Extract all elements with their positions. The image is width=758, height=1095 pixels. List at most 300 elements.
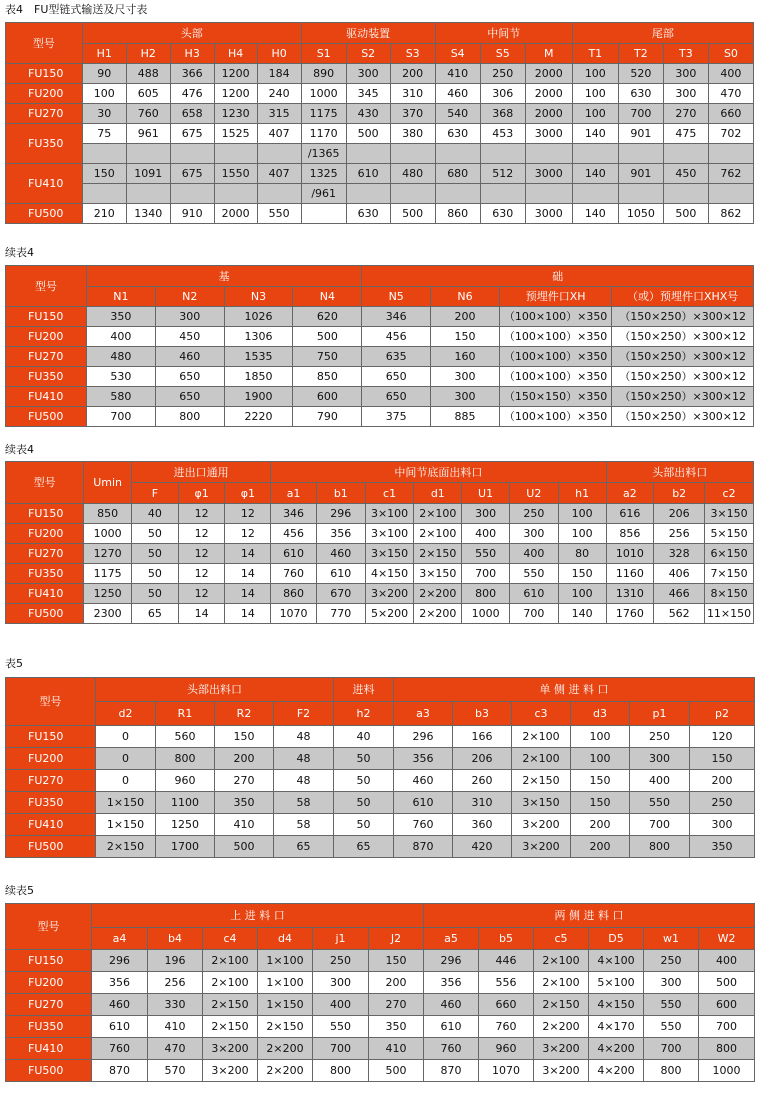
table-row [6, 524, 754, 544]
data-cell: 3×200 [534, 1060, 589, 1082]
data-cell: 4×200 [589, 1038, 644, 1060]
data-cell: （100×100）×350 [499, 347, 611, 367]
data-cell: 1525 [214, 124, 257, 144]
data-cell: 480 [86, 347, 155, 367]
data-cell: 50 [131, 584, 178, 604]
data-cell: 400 [708, 64, 753, 84]
data-cell: （150×250）×300×12 [612, 407, 754, 427]
data-cell: 1700 [156, 836, 215, 858]
model-header: 型号 [6, 23, 83, 64]
data-cell: 800 [313, 1060, 369, 1082]
data-cell: 3×200 [365, 584, 414, 604]
table-row [6, 124, 754, 144]
data-cell: 12 [225, 504, 271, 524]
model-cell: FU200 [6, 84, 83, 104]
data-cell: 407 [257, 124, 301, 144]
data-cell: 14 [225, 544, 271, 564]
data-cell: 635 [362, 347, 431, 367]
data-cell: 12 [178, 524, 225, 544]
data-cell: 11×150 [705, 604, 754, 624]
column-header: N5 [362, 287, 431, 307]
data-cell: 150 [82, 164, 126, 184]
data-cell: 1000 [301, 84, 346, 104]
data-cell: 100 [572, 104, 618, 124]
column-header: T1 [572, 44, 618, 64]
data-cell [170, 144, 214, 164]
data-cell: 14 [225, 564, 271, 584]
table-row [6, 64, 754, 84]
data-cell: 700 [509, 604, 558, 624]
data-cell: 120 [690, 726, 755, 748]
data-cell: 550 [630, 792, 690, 814]
data-cell: 140 [558, 604, 606, 624]
column-header: b2 [654, 483, 705, 504]
data-cell: 12 [178, 564, 225, 584]
data-cell: 2000 [214, 204, 257, 224]
data-cell: 610 [271, 544, 317, 564]
data-cell: 100 [572, 84, 618, 104]
column-header: S3 [390, 44, 435, 64]
data-cell: 3000 [525, 124, 572, 144]
data-cell [618, 184, 663, 204]
data-cell: 800 [644, 1060, 699, 1082]
data-cell: 1340 [126, 204, 170, 224]
group-header: 础 [362, 266, 754, 287]
data-cell: 650 [362, 387, 431, 407]
data-cell: 0 [96, 770, 156, 792]
column-header: b4 [148, 928, 203, 950]
data-cell: 50 [131, 564, 178, 584]
column-header: N1 [86, 287, 155, 307]
data-cell: 2000 [525, 84, 572, 104]
table-row [6, 367, 754, 387]
table-row [6, 792, 755, 814]
data-cell: 700 [630, 814, 690, 836]
data-cell: 310 [453, 792, 512, 814]
data-cell: 1200 [214, 84, 257, 104]
data-cell: 610 [346, 164, 390, 184]
data-cell: 3×200 [512, 836, 571, 858]
data-cell: 100 [82, 84, 126, 104]
data-cell: 300 [462, 504, 510, 524]
data-cell: 2×200 [258, 1038, 313, 1060]
data-cell: 1175 [84, 564, 132, 584]
data-cell: 300 [431, 387, 500, 407]
data-cell: 200 [431, 307, 500, 327]
data-cell: 346 [362, 307, 431, 327]
data-cell: （150×250）×300×12 [612, 307, 754, 327]
data-cell: 30 [82, 104, 126, 124]
data-cell: 460 [92, 994, 148, 1016]
data-cell: 476 [170, 84, 214, 104]
table-5 [5, 903, 755, 1082]
data-cell: 4×170 [589, 1016, 644, 1038]
data-cell: 40 [131, 504, 178, 524]
data-cell: 50 [131, 544, 178, 564]
data-cell: 2×150 [96, 836, 156, 858]
data-cell: 1550 [214, 164, 257, 184]
data-cell: 420 [453, 836, 512, 858]
model-cell: FU500 [6, 1060, 92, 1082]
column-header: 预埋件口XH [499, 287, 611, 307]
data-cell [572, 144, 618, 164]
data-cell: 250 [480, 64, 525, 84]
data-cell: （150×250）×300×12 [612, 367, 754, 387]
data-cell: 3×150 [512, 792, 571, 814]
data-cell: 206 [654, 504, 705, 524]
data-cell: 540 [435, 104, 480, 124]
table-row [6, 504, 754, 524]
data-cell: 1050 [618, 204, 663, 224]
column-header: N4 [293, 287, 362, 307]
data-cell: 960 [479, 1038, 534, 1060]
data-cell: （150×150）×350 [499, 387, 611, 407]
model-cell: FU500 [6, 604, 84, 624]
column-header: b5 [479, 928, 534, 950]
data-cell: 610 [424, 1016, 479, 1038]
column-header: c4 [203, 928, 258, 950]
data-cell: 550 [644, 1016, 699, 1038]
data-cell: 1850 [224, 367, 293, 387]
data-cell: 550 [462, 544, 510, 564]
data-cell: 150 [571, 770, 630, 792]
data-cell: 300 [630, 748, 690, 770]
group-header: 单 侧 进 料 口 [394, 678, 755, 702]
data-cell: 760 [394, 814, 453, 836]
column-header: U2 [509, 483, 558, 504]
column-header: d3 [571, 702, 630, 726]
data-cell: 58 [274, 814, 334, 836]
data-cell: 1000 [462, 604, 510, 624]
data-cell: 460 [155, 347, 224, 367]
table-row [6, 1060, 755, 1082]
table-row [6, 104, 754, 124]
data-cell [708, 144, 753, 164]
data-cell [435, 144, 480, 164]
data-cell: 3×150 [705, 504, 754, 524]
group-header: 中间节 [435, 23, 572, 44]
data-cell: 630 [618, 84, 663, 104]
data-cell: 2×150 [203, 1016, 258, 1038]
data-cell: 460 [424, 994, 479, 1016]
data-cell: 760 [92, 1038, 148, 1060]
data-cell: 770 [316, 604, 365, 624]
data-cell [346, 144, 390, 164]
column-header: D5 [589, 928, 644, 950]
data-cell: 300 [509, 524, 558, 544]
data-cell: 5×150 [705, 524, 754, 544]
data-cell: 184 [257, 64, 301, 84]
data-cell: 40 [334, 726, 394, 748]
data-cell: 3×150 [414, 564, 462, 584]
data-cell: 1×150 [96, 792, 156, 814]
data-cell: 100 [571, 726, 630, 748]
data-cell: 862 [708, 204, 753, 224]
data-cell: 360 [453, 814, 512, 836]
data-cell: 2×200 [414, 604, 462, 624]
data-cell: 610 [92, 1016, 148, 1038]
column-header: T2 [618, 44, 663, 64]
data-cell [525, 144, 572, 164]
data-cell: 4×100 [589, 950, 644, 972]
data-cell: 2×100 [512, 748, 571, 770]
group-header: 基 [86, 266, 361, 287]
data-cell: 650 [362, 367, 431, 387]
data-cell: 550 [313, 1016, 369, 1038]
data-cell: 6×150 [705, 544, 754, 564]
data-cell [257, 144, 301, 164]
model-cell: FU500 [6, 407, 87, 427]
data-cell: 90 [82, 64, 126, 84]
data-cell [257, 184, 301, 204]
column-header: j1 [313, 928, 369, 950]
data-cell: 350 [86, 307, 155, 327]
column-header: N3 [224, 287, 293, 307]
data-cell: 700 [644, 1038, 699, 1060]
data-cell: 961 [126, 124, 170, 144]
column-header: R2 [215, 702, 274, 726]
data-cell: 520 [618, 64, 663, 84]
column-header: p1 [630, 702, 690, 726]
data-cell: 300 [313, 972, 369, 994]
data-cell: 800 [462, 584, 510, 604]
data-cell: 250 [313, 950, 369, 972]
data-cell: 150 [431, 327, 500, 347]
table-3 [5, 461, 754, 624]
data-cell: 850 [293, 367, 362, 387]
data-cell: 1900 [224, 387, 293, 407]
table-row [6, 770, 755, 792]
data-cell: 200 [390, 64, 435, 84]
data-cell: 500 [346, 124, 390, 144]
data-cell: 1535 [224, 347, 293, 367]
data-cell: 200 [571, 814, 630, 836]
data-cell: 140 [572, 164, 618, 184]
data-cell [663, 184, 708, 204]
data-cell: 446 [479, 950, 534, 972]
data-cell: 570 [148, 1060, 203, 1082]
data-cell: 2×200 [258, 1060, 313, 1082]
data-cell [170, 184, 214, 204]
column-header: H2 [126, 44, 170, 64]
data-cell: 700 [313, 1038, 369, 1060]
data-cell: 850 [84, 504, 132, 524]
column-header: F [131, 483, 178, 504]
table-row [6, 994, 755, 1016]
data-cell: 3×200 [203, 1060, 258, 1082]
data-cell: 410 [148, 1016, 203, 1038]
data-cell: 901 [618, 124, 663, 144]
data-cell: 4×200 [589, 1060, 644, 1082]
data-cell: 2220 [224, 407, 293, 427]
data-cell: （100×100）×350 [499, 407, 611, 427]
table-row [6, 604, 754, 624]
data-cell: 346 [271, 504, 317, 524]
column-header: a5 [424, 928, 479, 950]
column-header: R1 [156, 702, 215, 726]
data-cell: 3×150 [365, 544, 414, 564]
column-header: h2 [334, 702, 394, 726]
data-cell: 450 [155, 327, 224, 347]
data-cell: 530 [86, 367, 155, 387]
model-cell: FU270 [6, 104, 83, 124]
group-header: 进料 [334, 678, 394, 702]
data-cell: 488 [126, 64, 170, 84]
table-row [6, 1016, 755, 1038]
data-cell: 700 [699, 1016, 755, 1038]
data-cell: 50 [334, 770, 394, 792]
model-header: 型号 [6, 462, 84, 504]
data-cell: 400 [630, 770, 690, 792]
data-cell: 50 [334, 748, 394, 770]
data-cell: 0 [96, 726, 156, 748]
group-header: 头部 [82, 23, 301, 44]
column-header: b3 [453, 702, 512, 726]
data-cell: 250 [690, 792, 755, 814]
model-cell: FU410 [6, 387, 87, 407]
data-cell: 48 [274, 770, 334, 792]
data-cell: 3×200 [512, 814, 571, 836]
table-row [6, 1038, 755, 1060]
table5-caption: 续表5 [5, 884, 34, 897]
column-header: H3 [170, 44, 214, 64]
data-cell: （100×100）×350 [499, 327, 611, 347]
data-cell: 356 [394, 748, 453, 770]
data-cell: 330 [148, 994, 203, 1016]
data-cell: 456 [362, 327, 431, 347]
data-cell: 200 [571, 836, 630, 858]
data-cell: 500 [293, 327, 362, 347]
data-cell: 630 [480, 204, 525, 224]
data-cell: 890 [301, 64, 346, 84]
table-4 [5, 677, 755, 858]
column-header: d2 [96, 702, 156, 726]
data-cell: 860 [271, 584, 317, 604]
data-cell: 210 [82, 204, 126, 224]
group-header: 头部出料口 [606, 462, 753, 483]
data-cell: 4×150 [365, 564, 414, 584]
data-cell: 100 [558, 524, 606, 544]
table-row [6, 544, 754, 564]
data-cell: 407 [257, 164, 301, 184]
data-cell: 760 [126, 104, 170, 124]
group-header: 头部出料口 [96, 678, 334, 702]
data-cell: 400 [509, 544, 558, 564]
data-cell: 200 [215, 748, 274, 770]
model-cell: FU350 [6, 1016, 92, 1038]
data-cell: 856 [606, 524, 654, 544]
table-row [6, 387, 754, 407]
data-cell: 2×100 [534, 972, 589, 994]
data-cell: 630 [435, 124, 480, 144]
data-cell: 140 [572, 204, 618, 224]
data-cell: 616 [606, 504, 654, 524]
data-cell: 100 [572, 64, 618, 84]
data-cell: 1270 [84, 544, 132, 564]
data-cell: 680 [435, 164, 480, 184]
model-cell: FU350 [6, 792, 96, 814]
model-cell: FU350 [6, 124, 83, 164]
data-cell: 206 [453, 748, 512, 770]
data-cell [708, 184, 753, 204]
data-cell: 150 [558, 564, 606, 584]
column-header: H4 [214, 44, 257, 64]
table-row [6, 164, 754, 184]
model-cell: FU410 [6, 1038, 92, 1060]
data-cell: 315 [257, 104, 301, 124]
data-cell: 700 [86, 407, 155, 427]
data-cell: 140 [572, 124, 618, 144]
column-header: U1 [462, 483, 510, 504]
data-cell: 200 [690, 770, 755, 792]
table-row [6, 84, 754, 104]
model-cell: FU270 [6, 544, 84, 564]
table-row [6, 972, 755, 994]
data-cell [390, 184, 435, 204]
data-cell: 610 [509, 584, 558, 604]
data-cell: 380 [390, 124, 435, 144]
data-cell: 75 [82, 124, 126, 144]
data-cell: 5×200 [365, 604, 414, 624]
column-header: W2 [699, 928, 755, 950]
data-cell: 150 [690, 748, 755, 770]
data-cell: 306 [480, 84, 525, 104]
data-cell: 1325 [301, 164, 346, 184]
data-cell: 356 [316, 524, 365, 544]
data-cell: 1×150 [96, 814, 156, 836]
column-header: a2 [606, 483, 654, 504]
data-cell [126, 184, 170, 204]
data-cell: 500 [390, 204, 435, 224]
data-cell [480, 144, 525, 164]
table-row [6, 564, 754, 584]
table-row [6, 950, 755, 972]
data-cell: 300 [663, 84, 708, 104]
data-cell: 790 [293, 407, 362, 427]
data-cell: 460 [435, 84, 480, 104]
group-header: 驱动装置 [301, 23, 435, 44]
data-cell: 100 [571, 748, 630, 770]
data-cell: 200 [369, 972, 424, 994]
data-cell: 1310 [606, 584, 654, 604]
data-cell: 562 [654, 604, 705, 624]
group-header: 进出口通用 [131, 462, 270, 483]
data-cell: 700 [618, 104, 663, 124]
data-cell: 800 [699, 1038, 755, 1060]
table-row [6, 584, 754, 604]
data-cell: 296 [92, 950, 148, 972]
table1-caption: 表4 FU型链式输送及尺寸表 [5, 3, 148, 16]
column-header: S2 [346, 44, 390, 64]
data-cell: 1160 [606, 564, 654, 584]
data-cell: （150×250）×300×12 [612, 387, 754, 407]
column-header: c3 [512, 702, 571, 726]
data-cell: 250 [509, 504, 558, 524]
model-cell: FU200 [6, 748, 96, 770]
data-cell: 370 [390, 104, 435, 124]
data-cell: 500 [663, 204, 708, 224]
data-cell: 345 [346, 84, 390, 104]
table-row [6, 836, 755, 858]
data-cell: 2×100 [414, 524, 462, 544]
data-cell: 800 [155, 407, 224, 427]
table-1 [5, 22, 754, 224]
data-cell: 368 [480, 104, 525, 124]
data-cell: 296 [424, 950, 479, 972]
data-cell: 610 [316, 564, 365, 584]
data-cell: 630 [346, 204, 390, 224]
data-cell: 270 [369, 994, 424, 1016]
